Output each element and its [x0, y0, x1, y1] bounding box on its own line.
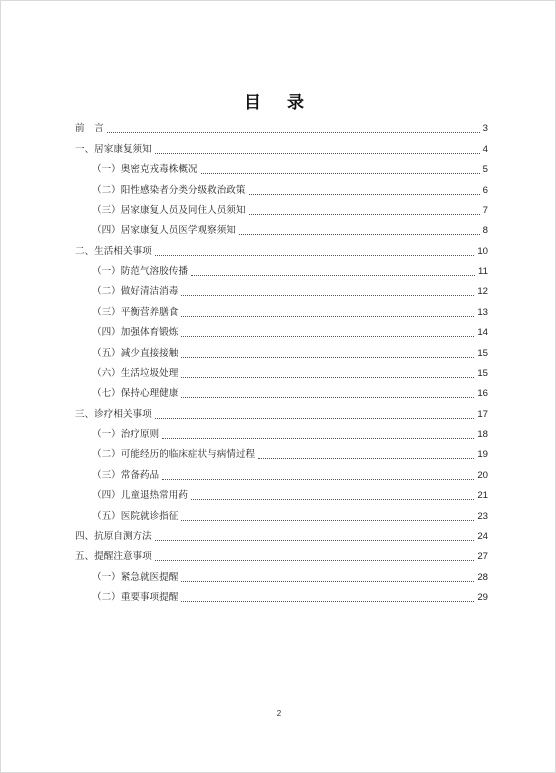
toc-entry-page-number: 21	[477, 490, 488, 502]
toc-entry-page-number: 24	[477, 530, 488, 542]
toc-subsection-entry[interactable]	[75, 421, 488, 441]
toc-dot-leader	[155, 559, 475, 561]
toc-entry-title: （四）加强体育锻炼	[92, 327, 179, 339]
toc-entry-title: 前 言	[75, 123, 104, 135]
toc-dot-leader	[181, 519, 474, 521]
toc-dot-leader	[162, 437, 474, 439]
toc-entry-title: （一）奥密克戎毒株概况	[92, 164, 198, 176]
toc-dot-leader	[181, 580, 474, 582]
toc-subsection-entry[interactable]	[75, 298, 488, 318]
toc-subsection-entry[interactable]	[75, 461, 488, 481]
table-of-contents	[75, 115, 488, 604]
toc-subsection-entry[interactable]	[75, 502, 488, 522]
toc-subsection-entry[interactable]	[75, 197, 488, 217]
toc-subsection-entry[interactable]	[75, 563, 488, 583]
toc-entry-page-number: 27	[477, 551, 488, 563]
toc-entry-title: （一）紧急就医提醒	[92, 571, 179, 583]
toc-dot-leader	[191, 274, 475, 276]
toc-entry-page-number: 29	[477, 592, 488, 603]
toc-dot-leader	[181, 315, 474, 317]
toc-dot-leader	[191, 498, 474, 500]
toc-section-entry[interactable]	[75, 115, 488, 135]
toc-entry-page-number: 12	[477, 286, 488, 298]
toc-entry-title: （五）医院就诊指征	[92, 510, 179, 522]
toc-entry-title: （二）做好清洁消毒	[92, 286, 179, 298]
toc-entry-title: 四、抗原自测方法	[75, 530, 152, 542]
toc-entry-title: （六）生活垃圾处理	[92, 367, 179, 379]
toc-entry-page-number: 4	[482, 143, 488, 155]
toc-entry-title: 一、居家康复须知	[75, 143, 152, 155]
toc-dot-leader	[107, 131, 480, 133]
toc-subsection-entry[interactable]	[75, 217, 488, 237]
toc-entry-title: 三、诊疗相关事项	[75, 408, 152, 420]
toc-entry-title: （三）平衡营养膳食	[92, 306, 179, 318]
toc-entry-title: （二）阳性感染者分类分级救治政策	[92, 184, 246, 196]
toc-dot-leader	[201, 172, 480, 174]
toc-section-entry[interactable]	[75, 135, 488, 155]
toc-dot-leader	[155, 417, 475, 419]
toc-dot-leader	[249, 193, 480, 195]
toc-dot-leader	[162, 478, 474, 480]
toc-dot-leader	[181, 294, 474, 296]
toc-dot-leader	[181, 335, 474, 337]
toc-entry-page-number: 5	[482, 164, 488, 176]
toc-subsection-entry[interactable]	[75, 258, 488, 278]
toc-subsection-entry[interactable]	[75, 360, 488, 380]
toc-subsection-entry[interactable]	[75, 319, 488, 339]
toc-dot-leader	[239, 233, 480, 235]
toc-entry-page-number: 7	[482, 204, 488, 216]
toc-entry-title: （一）防范气溶胶传播	[92, 266, 188, 277]
toc-entry-title: （一）治疗原则	[92, 429, 160, 440]
toc-entry-title: 五、提醒注意事项	[75, 551, 152, 563]
toc-subsection-entry[interactable]	[75, 156, 488, 176]
toc-entry-page-number: 15	[477, 347, 488, 359]
toc-entry-page-number: 23	[477, 510, 488, 522]
toc-dot-leader	[181, 376, 474, 378]
toc-entry-title: （四）居家康复人员医学观察须知	[92, 225, 236, 237]
toc-entry-page-number: 6	[482, 184, 488, 196]
toc-entry-page-number: 19	[477, 449, 488, 461]
toc-entry-page-number: 3	[482, 123, 488, 135]
toc-subsection-entry[interactable]	[75, 339, 488, 359]
toc-section-entry[interactable]	[75, 543, 488, 563]
toc-entry-page-number: 13	[477, 306, 488, 318]
toc-entry-title: （二）可能经历的临床症状与病情过程	[92, 449, 256, 461]
toc-dot-leader	[181, 600, 474, 602]
toc-dot-leader	[181, 356, 474, 358]
toc-entry-page-number: 14	[477, 327, 488, 339]
toc-entry-page-number: 18	[477, 429, 488, 440]
toc-entry-title: （三）居家康复人员及同住人员须知	[92, 204, 246, 216]
toc-entry-page-number: 20	[477, 469, 488, 481]
toc-subsection-entry[interactable]	[75, 584, 488, 604]
toc-entry-title: 二、生活相关事项	[75, 245, 152, 257]
toc-subsection-entry[interactable]	[75, 482, 488, 502]
toc-entry-page-number: 10	[477, 245, 488, 257]
toc-dot-leader	[258, 457, 474, 459]
toc-subsection-entry[interactable]	[75, 380, 488, 400]
toc-entry-page-number: 8	[482, 225, 488, 237]
toc-section-entry[interactable]	[75, 237, 488, 257]
toc-entry-title: （三）常备药品	[92, 469, 160, 481]
toc-section-entry[interactable]	[75, 523, 488, 543]
toc-entry-page-number: 11	[478, 266, 488, 277]
toc-entry-title: （五）减少直接接触	[92, 347, 179, 359]
toc-entry-page-number: 17	[477, 408, 488, 420]
toc-dot-leader	[181, 396, 474, 398]
toc-entry-title: （七）保持心理健康	[92, 388, 179, 400]
toc-subsection-entry[interactable]	[75, 176, 488, 196]
toc-entry-page-number: 15	[477, 367, 488, 379]
toc-entry-title: （四）儿童退热常用药	[92, 490, 188, 502]
toc-dot-leader	[249, 213, 480, 215]
toc-dot-leader	[155, 152, 480, 154]
toc-entry-title: （二）重要事项提醒	[92, 592, 179, 603]
toc-entry-page-number: 16	[477, 388, 488, 400]
toc-subsection-entry[interactable]	[75, 278, 488, 298]
page-number: 2	[276, 709, 282, 718]
toc-entry-page-number: 28	[477, 571, 488, 583]
toc-title: 目 录	[244, 93, 314, 113]
toc-subsection-entry[interactable]	[75, 441, 488, 461]
toc-section-entry[interactable]	[75, 400, 488, 420]
toc-dot-leader	[155, 539, 475, 541]
toc-dot-leader	[155, 254, 475, 256]
